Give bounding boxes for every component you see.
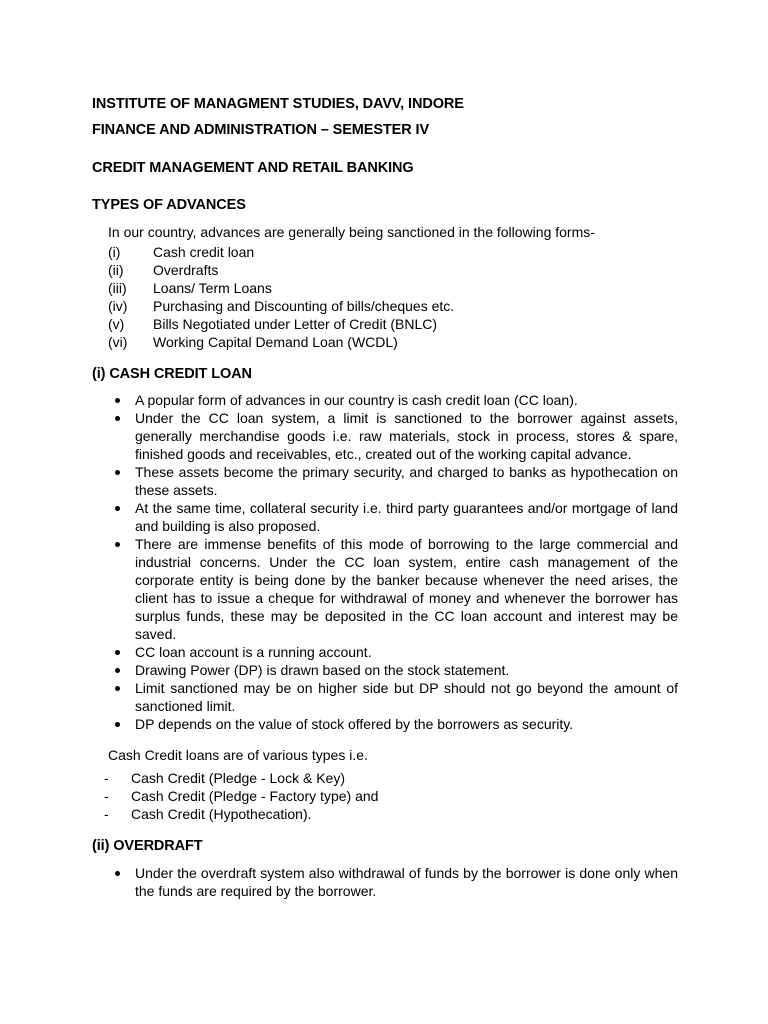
- bullet-icon: [115, 506, 120, 511]
- types-intro-text: In our country, advances are generally being sanctioned in the following forms-: [108, 224, 595, 240]
- list-text: Working Capital Demand Loan (WCDL): [153, 334, 398, 350]
- list-item: [108, 297, 454, 315]
- list-item: [108, 535, 678, 643]
- subject-heading: CREDIT MANAGEMENT AND RETAIL BANKING: [92, 160, 414, 176]
- types-of-advances-heading: TYPES OF ADVANCES: [92, 197, 246, 213]
- list-number: (iii): [108, 280, 127, 296]
- cash-credit-types-list: [104, 769, 378, 823]
- list-item: [108, 243, 454, 261]
- advance-types-list: [108, 243, 454, 351]
- list-item: [108, 661, 678, 679]
- list-item: [104, 769, 378, 787]
- bullet-icon: [115, 722, 120, 727]
- bullet-text: These assets become the primary security, and charged to banks as hypothecation on these assets.: [135, 464, 678, 498]
- dash-marker: -: [104, 788, 109, 804]
- list-item: [108, 643, 678, 661]
- list-item: [108, 333, 454, 351]
- bullet-icon: [115, 542, 120, 547]
- list-item: [104, 787, 378, 805]
- dash-marker: -: [104, 806, 109, 822]
- cash-credit-bullets: [108, 391, 678, 733]
- list-number: (vi): [108, 334, 128, 350]
- bullet-text: Under the CC loan system, a limit is sanctioned to the borrower against assets, generally merchandise goods i.e. raw materials, stock in process, stores & spare, finished goods and receivables, etc., created out of the working capital advance.: [135, 410, 678, 462]
- bullet-icon: [115, 686, 120, 691]
- list-text: Cash Credit (Pledge - Factory type) and: [131, 788, 379, 804]
- cash-credit-types-intro: Cash Credit loans are of various types i.e.: [108, 747, 368, 763]
- overdraft-bullets: [108, 864, 678, 900]
- list-item: [108, 315, 454, 333]
- bullet-text: Drawing Power (DP) is drawn based on the stock statement.: [135, 662, 510, 678]
- list-text: Cash Credit (Pledge - Lock & Key): [131, 770, 345, 786]
- list-text: Loans/ Term Loans: [153, 280, 272, 296]
- list-text: Bills Negotiated under Letter of Credit (BNLC): [153, 316, 438, 332]
- list-item: [108, 715, 678, 733]
- overdraft-heading: (ii) OVERDRAFT: [92, 838, 203, 854]
- bullet-text: There are immense benefits of this mode of borrowing to the large commercial and industrial concerns. Under the CC loan system, entire cash management of the corporate entity is being done by the banker because whenever the need arises, the client has to issue a cheque for withdrawal of money and whenever the borrower has surplus funds, these may be deposited in the CC loan account and interest may be saved.: [135, 536, 678, 642]
- bullet-text: A popular form of advances in our country is cash credit loan (CC loan).: [135, 392, 578, 408]
- list-text: Cash credit loan: [153, 244, 255, 260]
- list-item: [108, 391, 678, 409]
- list-item: [108, 499, 678, 535]
- list-item: [108, 261, 454, 279]
- bullet-icon: [115, 871, 120, 876]
- list-item: [108, 679, 678, 715]
- list-text: Cash Credit (Hypothecation).: [131, 806, 312, 822]
- bullet-text: At the same time, collateral security i.e. third party guarantees and/or mortgage of land and building is also proposed.: [135, 500, 678, 534]
- list-item: [108, 463, 678, 499]
- list-number: (i): [108, 244, 121, 260]
- bullet-icon: [115, 470, 120, 475]
- bullet-text: CC loan account is a running account.: [135, 644, 372, 660]
- list-item: [108, 279, 454, 297]
- list-number: (v): [108, 316, 125, 332]
- bullet-text: Under the overdraft system also withdrawal of funds by the borrower is done only when the funds are required by the borrower.: [135, 865, 678, 899]
- bullet-text: DP depends on the value of stock offered by the borrowers as security.: [135, 716, 574, 732]
- bullet-text: Limit sanctioned may be on higher side but DP should not go beyond the amount of sanctioned limit.: [135, 680, 678, 714]
- program-heading: FINANCE AND ADMINISTRATION – SEMESTER IV: [92, 122, 430, 138]
- bullet-icon: [115, 416, 120, 421]
- bullet-icon: [115, 650, 120, 655]
- list-text: Overdrafts: [153, 262, 219, 278]
- cash-credit-loan-heading: (i) CASH CREDIT LOAN: [92, 366, 252, 382]
- list-number: (iv): [108, 298, 128, 314]
- list-item: [108, 409, 678, 463]
- list-item: [108, 864, 678, 900]
- bullet-icon: [115, 398, 120, 403]
- list-text: Purchasing and Discounting of bills/cheques etc.: [153, 298, 455, 314]
- bullet-icon: [115, 668, 120, 673]
- list-number: (ii): [108, 262, 124, 278]
- institute-heading: INSTITUTE OF MANAGMENT STUDIES, DAVV, INDORE: [92, 96, 464, 112]
- dash-marker: -: [104, 770, 109, 786]
- list-item: [104, 805, 378, 823]
